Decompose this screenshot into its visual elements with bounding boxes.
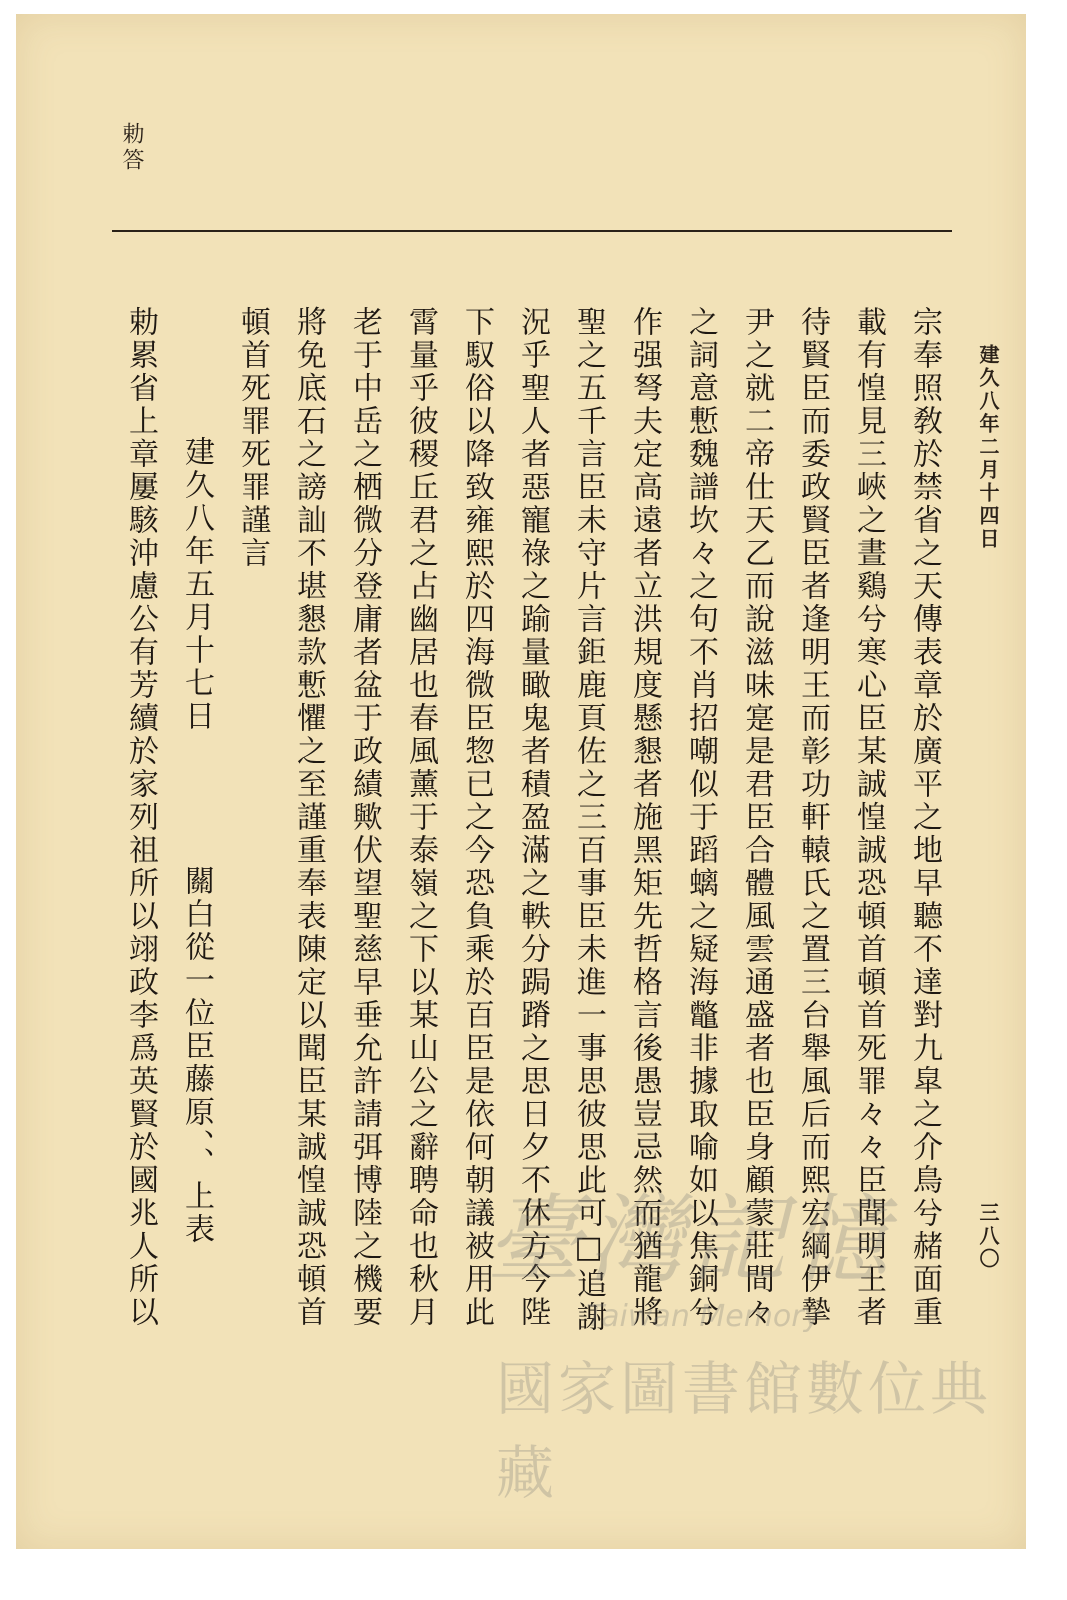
- text-column: 下馭俗以降致雍熙於四海微臣惣已之今恐負乘於百臣是依何朝議被用此: [459, 306, 494, 1329]
- page: [16, 14, 1026, 1549]
- running-head: 勅答: [119, 122, 144, 174]
- text-column: 霄量乎彼稷丘君之占幽居也春風薰于泰嶺之下以某山公之辭聘命也秋月: [403, 306, 438, 1329]
- text-column: 宗奉照敎於禁省之天傳表章於廣平之地早聽不達對九皐之介鳥兮赭面重: [907, 306, 942, 1329]
- text-column: 頓首死罪死罪謹言: [235, 306, 270, 570]
- watermark-subtitle: 國家圖書館數位典藏: [496, 1355, 993, 1507]
- date-heading: 建久八年二月十四日: [976, 344, 1000, 551]
- text-column: 將免底石之謗訕不堪懇款慙懼之至謹重奉表陳定以聞臣某誠惶誠恐頓首: [291, 306, 326, 1329]
- text-column: 待賢臣而委政賢臣者逢明王而彰功軒轅氏之置三台舉風后而熙宏綱伊摯: [795, 306, 830, 1329]
- text-column: 之詞意慙魏譜坎々之句不肖招嘲似于蹈螭之疑海鼈非據取喻如以焦銅兮: [683, 306, 718, 1329]
- text-column: 聖之五千言臣未守片言鉅鹿頁佐之三百事臣未進一事思彼思此可□追謝: [571, 306, 606, 1334]
- text-column: 作强弩夫定高遠者立洪規度懸懇者施黑矩先哲格言後愚豈忌然而猶龍將: [627, 306, 662, 1329]
- header-rule: [112, 230, 952, 232]
- date-signature-column: 建久八年五月十七日 關白從一位臣藤原、、上表: [179, 436, 214, 1246]
- watermark-latin: Taiwan Memory: [586, 1299, 822, 1334]
- text-column: 尹之就二帝仕天乙而說滋味寔是君臣合體風雲通盛者也臣身顧蒙莊間々: [739, 306, 774, 1329]
- text-column: 況乎聖人者惡寵祿之踰量瞰鬼者積盈滿之軼分跼蹐之思日夕不休方今陛: [515, 306, 550, 1329]
- text-column: 老于中岳之栖微分登庸者盆于政績歟伏望聖慈早垂允許請弭博陸之機要: [347, 306, 382, 1329]
- watermark-chinese: 臺灣記憶: [486, 1184, 894, 1296]
- library-watermark: [486, 1164, 1006, 1507]
- page-number: 三八〇: [976, 1202, 1000, 1271]
- text-column: 載有惶見三峽之晝鷄兮寒心臣某誠惶誠恐頓首頓首死罪々々臣聞明王者: [851, 306, 886, 1329]
- text-column: 勅累省上章屢駭沖慮公有芳續於家列祖所以翊政李爲英賢於國兆人所以: [123, 306, 158, 1329]
